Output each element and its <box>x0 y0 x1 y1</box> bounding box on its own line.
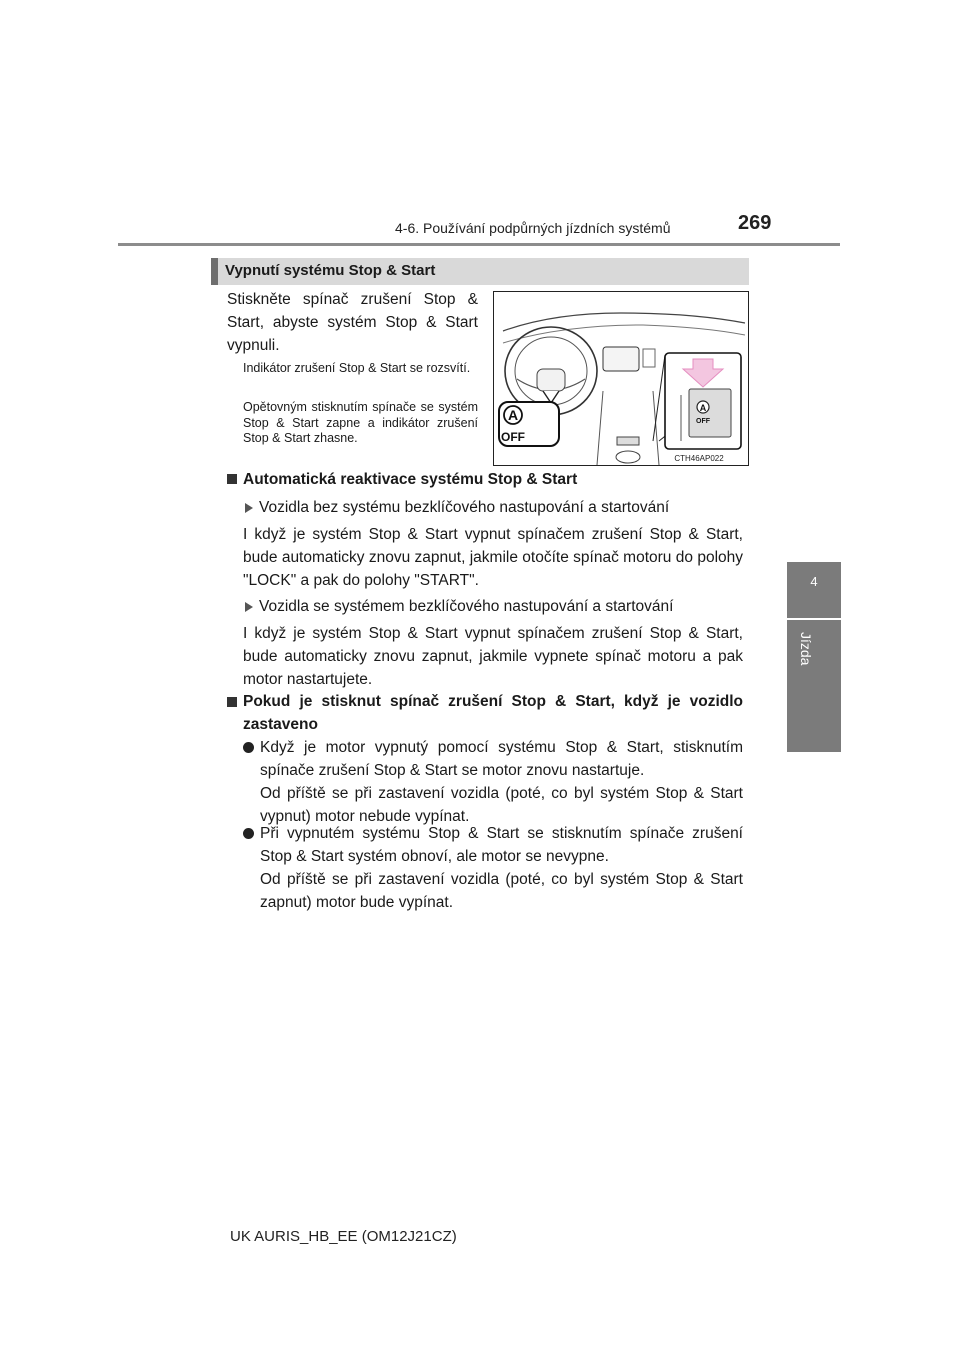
case-text: I když je systém Stop & Start vypnut spínačem zrušení Stop & Start, bude automaticky znovu zapnut, jakmile vypnete spínač motoru a pak motor nastartujete. <box>243 625 743 688</box>
section-title: Vypnutí systému Stop & Start <box>225 262 436 279</box>
figure-code: CTH46AP022 <box>674 454 724 463</box>
case-title: Vozidla bez systému bezklíčového nastupování a startování <box>259 499 670 516</box>
figure-label-a: A <box>507 407 519 423</box>
bullet-subtext: Od příště se při zastavení vozidla (poté, co byl systém Stop & Start zapnut) motor bude vypínat. <box>260 871 743 911</box>
switch-label-off: OFF <box>696 418 710 425</box>
header-rule <box>118 243 840 246</box>
bullet-text: Když je motor vypnutý pomocí systému Stop & Start, stisknutím spínače zrušení Stop & Start se motor znovu nastartuje. <box>260 739 743 779</box>
document-footer: UK AURIS_HB_EE (OM12J21CZ) <box>230 1228 457 1245</box>
case-title: Vozidla se systémem bezklíčového nastupování a startování <box>259 598 674 615</box>
bullet-text: Při vypnutém systému Stop & Start se stisknutím spínače zrušení Stop & Start systém obnoví, ale motor se nevypne. <box>260 825 743 865</box>
note-indicator-on: Indikátor zrušení Stop & Start se rozsvítí. <box>243 361 471 375</box>
running-header: 4-6. Používání podpůrných jízdních systémů <box>395 220 671 236</box>
chapter-tab-label: Jízda <box>798 632 814 666</box>
subsection-heading-stopped-cont: zastaveno <box>243 716 318 733</box>
subsection-heading-reactivation: Automatická reaktivace systému Stop & Start <box>243 471 578 488</box>
case-text: I když je systém Stop & Start vypnut spínačem zrušení Stop & Start, bude automaticky znovu zapnut, jakmile otočíte spínač motoru do polohy "LOCK" a pak do polohy "START". <box>243 526 743 589</box>
round-bullet-icon <box>243 828 254 839</box>
triangle-bullet-icon <box>245 503 253 513</box>
page-number: 269 <box>738 212 772 234</box>
square-bullet-icon <box>227 697 237 707</box>
triangle-bullet-icon <box>245 602 253 612</box>
figure-label-off: OFF <box>501 430 525 444</box>
note-indicator-off: Opětovným stisknutím spínače se systém Stop & Start zapne a indikátor zrušení Stop & Start zhasne. <box>243 400 478 445</box>
dashboard-illustration <box>493 291 749 466</box>
subsection-heading-stopped: Pokud je stisknut spínač zrušení Stop & Start, když je vozidlo <box>243 693 743 710</box>
section-heading-accent <box>211 258 218 285</box>
square-bullet-icon <box>227 474 237 484</box>
round-bullet-icon <box>243 742 254 753</box>
switch-label-a: A <box>699 403 707 413</box>
intro-paragraph: Stiskněte spínač zrušení Stop & Start, abyste systém Stop & Start vypnuli. <box>227 291 478 354</box>
bullet-subtext: Od příště se při zastavení vozidla (poté, co byl systém Stop & Start vypnut) motor nebude vypínat. <box>260 785 743 825</box>
chapter-tab[interactable] <box>787 620 841 752</box>
chapter-tab-number[interactable]: 4 <box>787 562 841 618</box>
